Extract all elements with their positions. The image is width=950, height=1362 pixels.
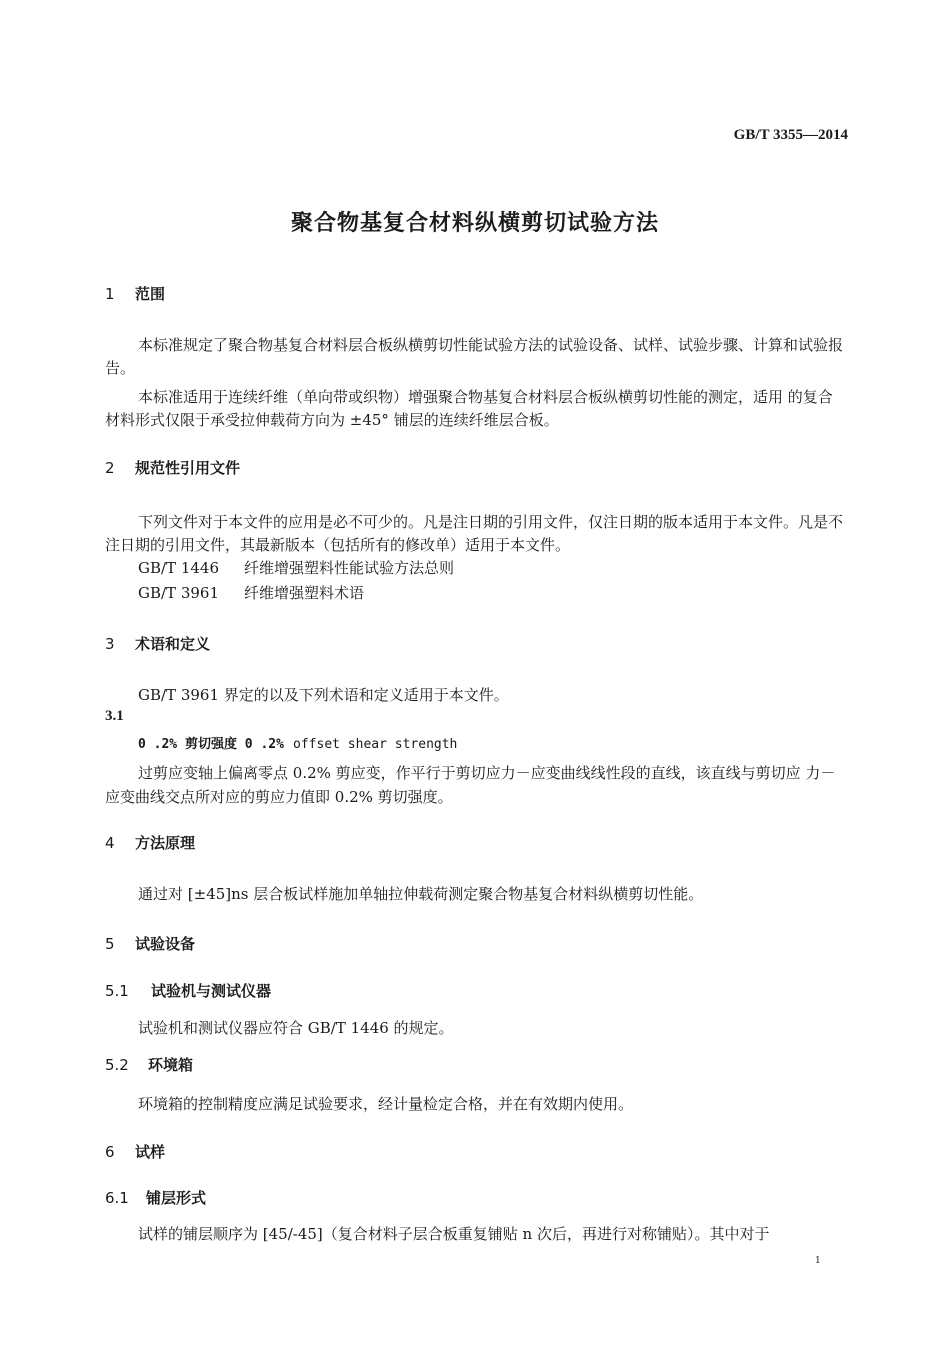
section-3-heading bbox=[105, 633, 210, 654]
section-4-title: 方法原理 bbox=[135, 834, 196, 852]
subsection-5-2-heading bbox=[105, 1054, 193, 1075]
section-6-heading bbox=[105, 1141, 165, 1162]
reference-code: GB/T 1446 bbox=[138, 559, 220, 577]
document-title: 聚合物基复合材料纵横剪切试验方法 bbox=[290, 211, 659, 236]
reference-code: GB/T 3961 bbox=[138, 584, 220, 602]
subsection-5-1-title: 试验机与测试仪器 bbox=[151, 982, 272, 1000]
section-1-heading bbox=[105, 283, 165, 304]
subsection-5-2-title: 环境箱 bbox=[148, 1056, 194, 1074]
section-5-title: 试验设备 bbox=[135, 935, 196, 953]
section-6-title: 试样 bbox=[135, 1143, 166, 1161]
subsection-6-1-number: 6.1 bbox=[105, 1189, 129, 1207]
section-5-heading bbox=[105, 933, 195, 954]
section-1-paragraph-2: 本标准适用于连续纤维（单向带或织物）增强聚合物基复合材料层合板纵横剪切性能的测定，适用 的复合材料形式仅限于承受拉伸载荷方向为 ±45° 铺层的连续纤维层合板。 bbox=[105, 388, 833, 429]
section-1-paragraph-1: 本标准规定了聚合物基复合材料层合板纵横剪切性能试验方法的试验设备、试样、试验步骤、计算和试验报告。 bbox=[105, 336, 844, 377]
section-1-title: 范围 bbox=[135, 285, 166, 303]
reference-name: 纤维增强塑料术语 bbox=[244, 584, 365, 602]
reference-name: 纤维增强塑料性能试验方法总则 bbox=[244, 559, 455, 577]
subsection-6-1-heading bbox=[105, 1187, 206, 1208]
section-4-heading bbox=[105, 832, 195, 853]
section-3-paragraph-1: GB/T 3961 界定的以及下列术语和定义适用于本文件。 bbox=[138, 686, 509, 704]
section-5-number: 5 bbox=[105, 935, 115, 953]
term-definition: 过剪应变轴上偏离零点 0.2% 剪应变，作平行于剪切应力－应变曲线线性段的直线，该直线与剪切应 力－应变曲线交点所对应的剪应力值即 0.2% 剪切强度。 bbox=[105, 764, 836, 806]
section-3-title: 术语和定义 bbox=[135, 635, 211, 653]
term-chinese: 0 .2% 剪切强度 0 .2% bbox=[138, 737, 284, 752]
subsection-3-1-number: 3.1 bbox=[105, 708, 124, 724]
subsection-5-1-number: 5.1 bbox=[105, 982, 129, 1000]
section-4-paragraph-1: 通过对 [±45]ns 层合板试样施加单轴拉伸载荷测定聚合物基复合材料纵横剪切性能。 bbox=[138, 885, 704, 903]
subsection-5-1-heading bbox=[105, 980, 271, 1001]
section-1-number: 1 bbox=[105, 285, 115, 303]
subsection-5-1-text: 试验机和测试仪器应符合 GB/T 1446 的规定。 bbox=[138, 1019, 454, 1037]
subsection-5-2-number: 5.2 bbox=[105, 1056, 129, 1074]
section-4-number: 4 bbox=[105, 834, 115, 852]
subsection-6-1-text: 试样的铺层顺序为 [45/-45]（复合材料子层合板重复铺贴 n 次后，再进行对称铺贴）。其中对于 bbox=[138, 1225, 770, 1243]
reference-item bbox=[138, 582, 364, 603]
section-2-heading bbox=[105, 457, 240, 478]
reference-item bbox=[138, 557, 454, 578]
page-number: 1 bbox=[815, 1256, 821, 1266]
standard-number: GB/T 3355—2014 bbox=[733, 127, 848, 143]
section-2-title: 规范性引用文件 bbox=[135, 459, 241, 477]
term-entry bbox=[138, 733, 457, 752]
section-2-number: 2 bbox=[105, 459, 115, 477]
subsection-6-1-title: 铺层形式 bbox=[146, 1189, 207, 1207]
section-3-number: 3 bbox=[105, 635, 115, 653]
section-2-paragraph-1: 下列文件对于本文件的应用是必不可少的。凡是注日期的引用文件，仅注日期的版本适用于本文件。凡是不注日期的引用文件，其最新版本（包括所有的修改单）适用于本文件。 bbox=[105, 513, 844, 554]
term-english: offset shear strength bbox=[293, 737, 458, 752]
subsection-5-2-text: 环境箱的控制精度应满足试验要求，经计量检定合格，并在有效期内使用。 bbox=[138, 1095, 634, 1113]
section-6-number: 6 bbox=[105, 1143, 115, 1161]
